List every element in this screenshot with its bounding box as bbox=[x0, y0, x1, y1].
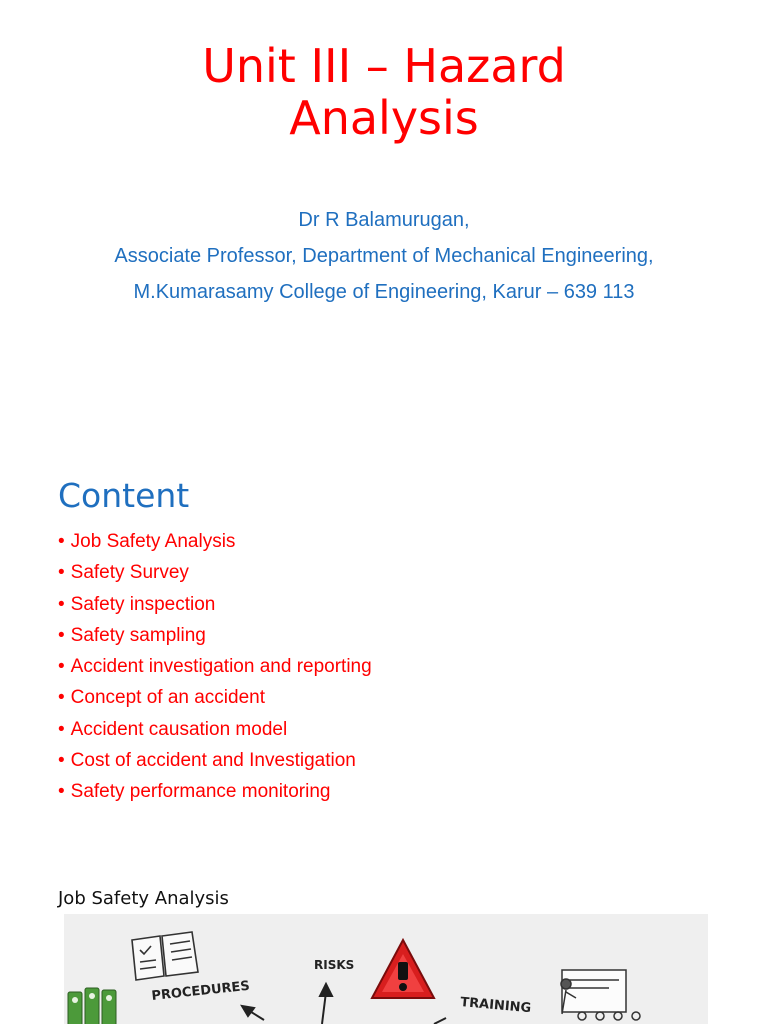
training-label: TRAINING bbox=[459, 995, 532, 1017]
binders-icon bbox=[68, 988, 116, 1024]
content-list-item: • Safety sampling bbox=[58, 620, 372, 651]
risks-label: RISKS bbox=[314, 958, 355, 972]
jsa-slide-title: Job Safety Analysis bbox=[58, 888, 229, 909]
jsa-diagram bbox=[64, 914, 708, 1024]
title-slide bbox=[0, 0, 768, 430]
author-institution: M.Kumarasamy College of Engineering, Karur – 639 113 bbox=[133, 281, 635, 303]
content-list-item: • Accident investigation and reporting bbox=[58, 651, 372, 682]
content-slide bbox=[0, 460, 768, 860]
jsa-diagram-illustration bbox=[64, 914, 708, 1024]
content-heading: Content bbox=[58, 476, 190, 515]
procedures-label: PROCEDURES bbox=[150, 978, 251, 1004]
training-board-icon bbox=[561, 970, 640, 1020]
content-list-item: • Safety Survey bbox=[58, 557, 372, 588]
slide-subtitle bbox=[0, 202, 768, 310]
content-list-item: • Concept of an accident bbox=[58, 682, 372, 713]
slide-title-line-1: Unit III – Hazard bbox=[202, 39, 566, 93]
content-list-item: • Safety performance monitoring bbox=[58, 776, 372, 807]
warning-triangle-icon bbox=[372, 940, 434, 998]
content-list-item: • Accident causation model bbox=[58, 714, 372, 745]
documents-icon bbox=[132, 932, 198, 980]
slide-title-line-2: Analysis bbox=[289, 91, 479, 145]
content-list-item: • Safety inspection bbox=[58, 589, 372, 620]
slide-title bbox=[0, 40, 768, 144]
content-list bbox=[58, 526, 372, 808]
author-position: Associate Professor, Department of Mechanical Engineering, bbox=[114, 245, 654, 267]
content-list-item: • Job Safety Analysis bbox=[58, 526, 372, 557]
author-name: Dr R Balamurugan, bbox=[298, 209, 470, 231]
content-list-item: • Cost of accident and Investigation bbox=[58, 745, 372, 776]
